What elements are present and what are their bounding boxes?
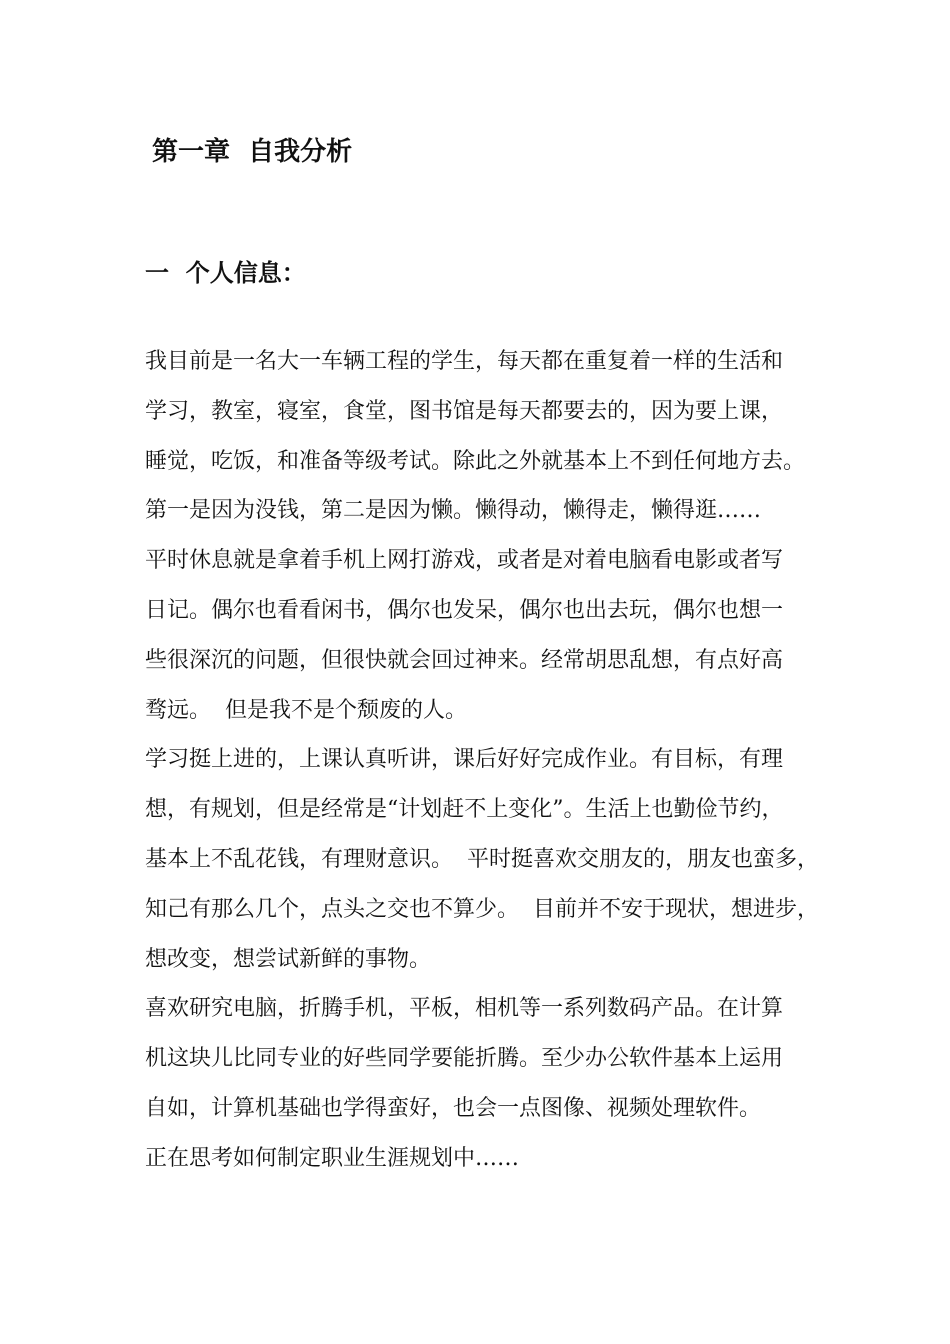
text-line: 学习挺上进的，上课认真听讲，课后好好完成作业。有目标，有理: [145, 747, 784, 773]
text-line: 自如，计算机基础也学得蛮好，也会一点图像、视频处理软件。: [145, 1095, 762, 1121]
body-text: [145, 344, 945, 1191]
text-line: 第一是因为没钱，第二是因为懒。懒得动，懒得走，懒得逛……: [145, 498, 762, 524]
text-line: 喜欢研究电脑，折腾手机，平板，相机等一系列数码产品。在计算: [145, 996, 784, 1022]
text-line: 平时休息就是拿着手机上网打游戏，或者是对着电脑看电影或者写: [145, 548, 784, 574]
text-line: 骛远。 但是我不是个颓废的人。: [145, 697, 467, 723]
text-line: 基本上不乱花钱，有理财意识。 平时挺喜欢交朋友的，朋友也蛮多，: [145, 846, 819, 872]
text-line: 想，有规划，但是经常是“计划赶不上变化”。生活上也勤俭节约，: [145, 797, 784, 823]
text-line: 些很深沉的问题，但很快就会回过神来。经常胡思乱想，有点好高: [145, 647, 784, 673]
text-line: 知己有那么几个，点头之交也不算少。 目前并不安于现状，想进步，: [145, 896, 819, 922]
text-line: 正在思考如何制定职业生涯规划中……: [145, 1145, 520, 1171]
text-line: 睡觉，吃饭，和准备等级考试。除此之外就基本上不到任何地方去。: [145, 448, 806, 474]
text-line: 日记。偶尔也看看闲书，偶尔也发呆，偶尔也出去玩，偶尔也想一: [145, 597, 784, 623]
chapter-title: 第一章 自我分析: [152, 137, 353, 167]
text-line: 学习，教室，寝室，食堂，图书馆是每天都要去的，因为要上课，: [145, 398, 784, 424]
text-line: 想改变，想尝试新鲜的事物。: [145, 946, 432, 972]
section-heading: 一 个人信息：: [145, 259, 306, 287]
text-line: 机这块儿比同专业的好些同学要能折腾。至少办公软件基本上运用: [145, 1046, 784, 1072]
text-line: 我目前是一名大一车辆工程的学生，每天都在重复着一样的生活和: [145, 349, 784, 374]
